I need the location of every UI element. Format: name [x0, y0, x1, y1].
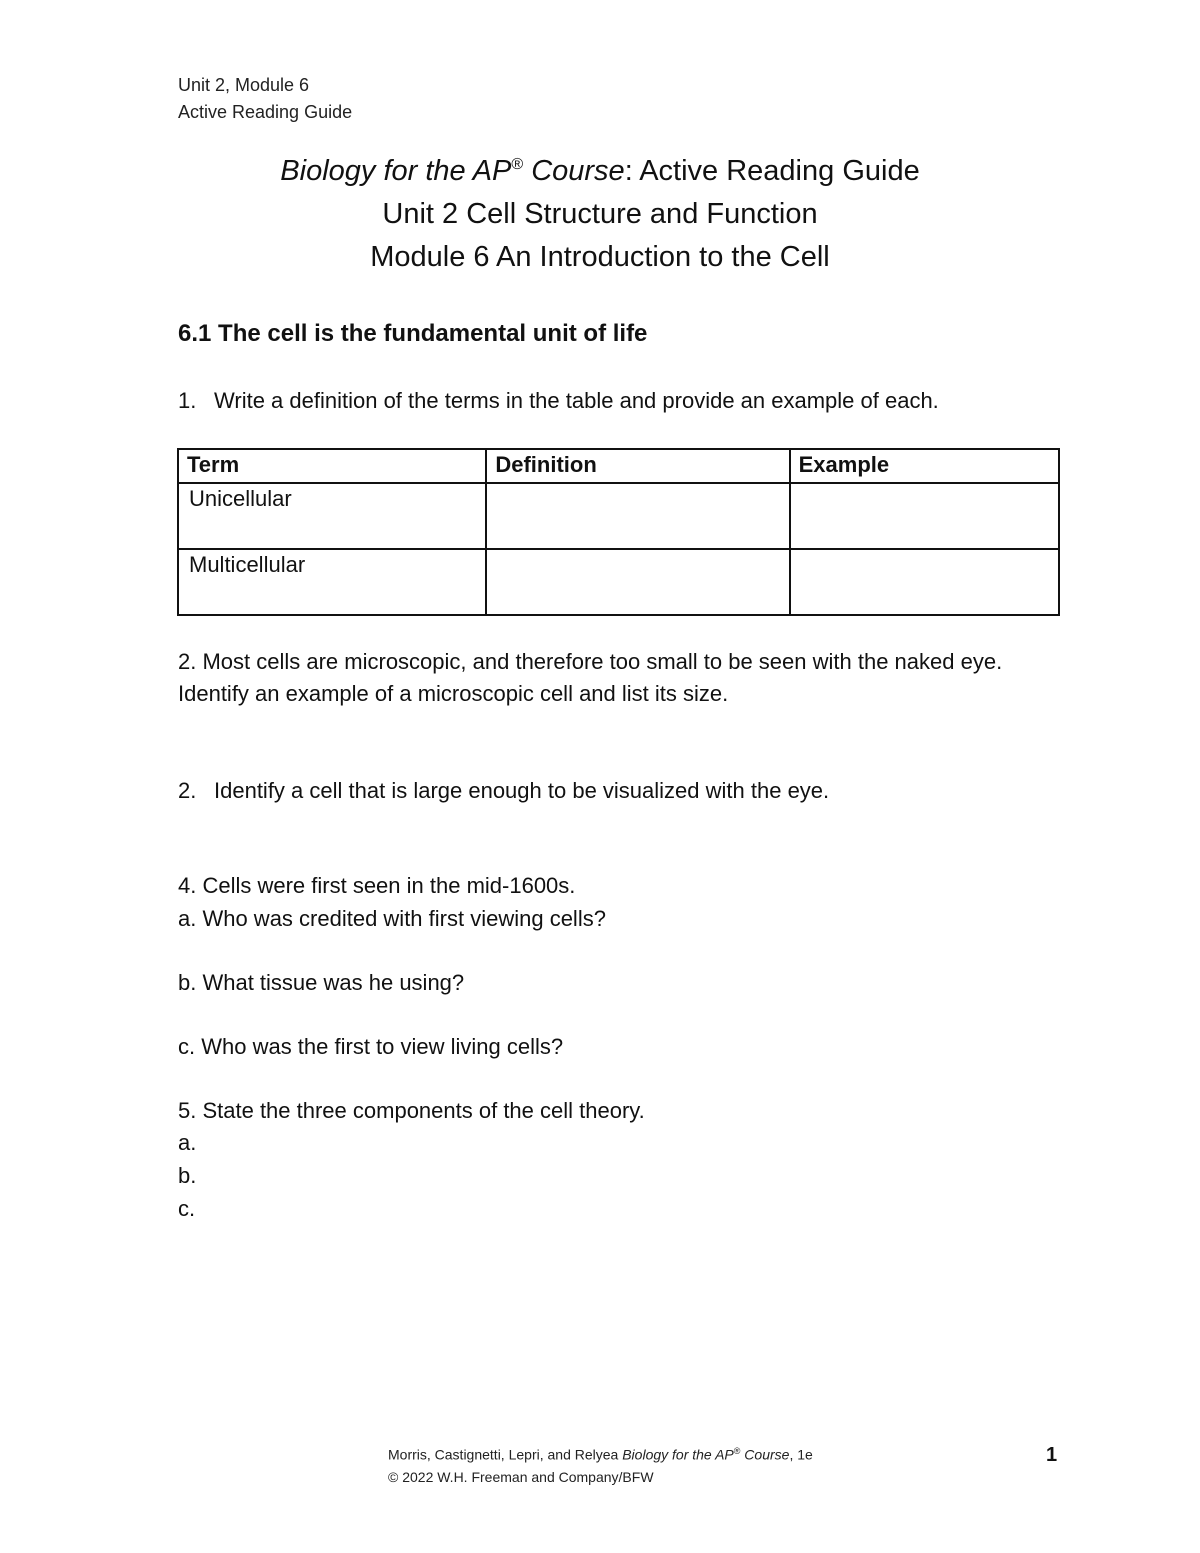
- title-registered-mark: ®: [511, 156, 524, 173]
- question-3-number: 2.: [178, 778, 197, 803]
- title-suffix: : Active Reading Guide: [624, 155, 920, 187]
- question-2: 2. Most cells are microscopic, and therefore too small to be seen with the naked eye. Identify an example of a microscopic cell and list its size.: [178, 649, 1003, 706]
- header-guide-label: Active Reading Guide: [178, 102, 353, 122]
- page-number: 1: [1046, 1444, 1058, 1466]
- footer: [388, 1440, 813, 1488]
- title-book: [0, 150, 1200, 193]
- question-5b: b.: [178, 1163, 197, 1188]
- column-header-term: Term: [178, 449, 486, 483]
- table-row: [178, 483, 1059, 549]
- question-4b: b. What tissue was he using?: [178, 970, 465, 995]
- title-course-word: Course: [523, 155, 625, 187]
- term-cell: Multicellular: [178, 549, 486, 615]
- question-3: [178, 775, 1058, 807]
- example-cell[interactable]: [790, 483, 1059, 549]
- column-header-example: Example: [790, 449, 1059, 483]
- footer-course-word: Course: [740, 1446, 790, 1463]
- question-5c: c.: [178, 1196, 196, 1221]
- footer-registered-mark: ®: [733, 1446, 741, 1456]
- question-4c: c. Who was the first to view living cells?: [178, 1034, 564, 1059]
- title-unit: Unit 2 Cell Structure and Function: [382, 198, 818, 230]
- footer-edition: , 1e: [789, 1446, 813, 1463]
- footer-authors: Morris, Castignetti, Lepri, and Relyea: [388, 1446, 623, 1463]
- title-module: Module 6 An Introduction to the Cell: [370, 241, 830, 273]
- title-book-name: Biology for the AP: [280, 155, 512, 187]
- example-cell[interactable]: [790, 549, 1059, 615]
- question-1: [178, 385, 1058, 417]
- title-block: [0, 150, 1200, 279]
- table-row: [178, 549, 1059, 615]
- section-heading: 6.1 The cell is the fundamental unit of life: [178, 320, 648, 347]
- question-5: 5. State the three components of the cell theory.: [178, 1098, 645, 1123]
- footer-book-name: Biology for the AP: [622, 1446, 734, 1463]
- header-unit-module: Unit 2, Module 6: [178, 75, 310, 95]
- definition-cell[interactable]: [486, 483, 789, 549]
- question-5a: a.: [178, 1130, 197, 1155]
- footer-copyright: © 2022 W.H. Freeman and Company/BFW: [388, 1468, 654, 1485]
- question-4a: a. Who was credited with first viewing cells?: [178, 906, 606, 931]
- question-3-text: Identify a cell that is large enough to be visualized with the eye.: [214, 778, 830, 803]
- question-1-number: 1.: [178, 388, 197, 413]
- terms-table: [177, 448, 1060, 616]
- question-1-text: Write a definition of the terms in the table and provide an example of each.: [214, 388, 939, 413]
- column-header-definition: Definition: [486, 449, 789, 483]
- footer-citation: [388, 1440, 813, 1466]
- term-cell: Unicellular: [178, 483, 486, 549]
- question-4: 4. Cells were first seen in the mid-1600s.: [178, 873, 576, 898]
- table-header-row: [178, 449, 1059, 483]
- definition-cell[interactable]: [486, 549, 789, 615]
